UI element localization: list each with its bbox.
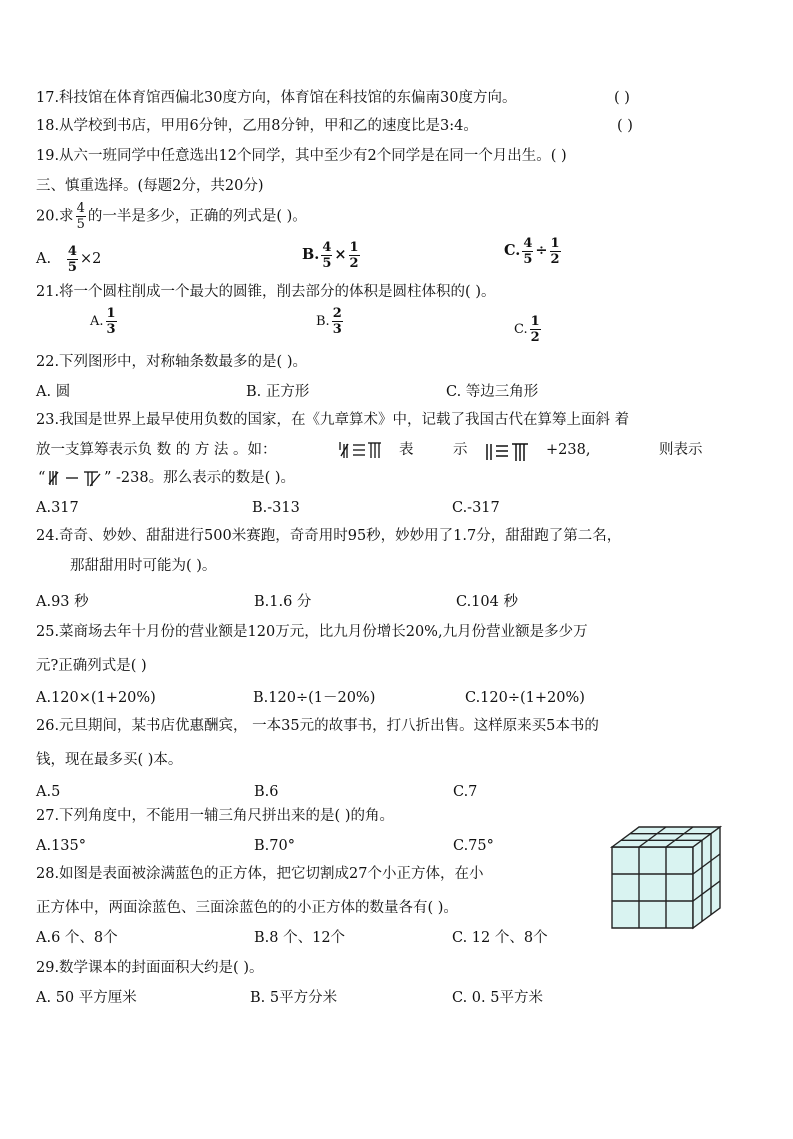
- question-23-line2d: +238,: [546, 442, 591, 458]
- q25-option-c[interactable]: C.120÷(1+20%): [465, 690, 585, 706]
- cube-figure-icon: [610, 820, 722, 932]
- fraction: $\frac{4}{5}$: [76, 201, 85, 232]
- question-26-line2: 钱，现在最多买( )本。: [36, 752, 183, 768]
- question-23-line2e: 则表示: [659, 442, 703, 458]
- question-20: [36, 202, 307, 231]
- question-29-text: 29.数学课本的封面面积大约是( )。: [36, 960, 264, 976]
- q28-option-c[interactable]: C. 12 个、8个: [452, 930, 548, 946]
- q22-option-a[interactable]: A. 圆: [36, 384, 71, 400]
- q29-option-c[interactable]: C. 0. 5平方米: [452, 990, 543, 1006]
- q24-option-c[interactable]: C.104 秒: [456, 594, 518, 610]
- question-18-text: 18.从学校到书店，甲用6分钟，乙用8分钟，甲和乙的速度比是3:4。: [36, 118, 478, 134]
- question-26-line1: 26.元旦期间，某书店优惠酬宾， 一本35元的故事书，打八折出售。这样原来买5本书的: [36, 718, 599, 734]
- question-20-pre: 20.求: [36, 208, 74, 225]
- q21-option-b[interactable]: B. $\frac{2}{3}$: [316, 305, 342, 337]
- q21-option-a[interactable]: A. $\frac{1}{3}$: [90, 305, 116, 337]
- q27-option-c[interactable]: C.75°: [453, 838, 494, 854]
- q20-option-a[interactable]: A. $\frac{4}{5}$ ×2: [36, 243, 102, 275]
- q28-option-b[interactable]: B.8 个、12个: [254, 930, 346, 946]
- q23-option-a[interactable]: A.317: [36, 500, 79, 516]
- question-18: [36, 116, 478, 136]
- q29-option-b[interactable]: B. 5平方分米: [250, 990, 338, 1006]
- question-23-line1: 23.我国是世界上最早使用负数的国家，在《九章算术》中，记载了我国古代在算筹上面斜 着: [36, 412, 630, 428]
- q21-option-c[interactable]: C. $\frac{1}{2}$: [514, 313, 540, 345]
- q26-option-c[interactable]: C.7: [453, 784, 478, 800]
- question-23-line2a: 放一支算筹表示负 数 的 方 法 。如：: [36, 442, 277, 458]
- counting-rods-icon: [337, 440, 385, 460]
- question-23-line2b: 表: [399, 442, 414, 458]
- question-23-line2c: 示: [453, 442, 468, 458]
- question-27-text: 27.下列角度中，不能用一辅三角尺拼出来的是( )的角。: [36, 808, 394, 824]
- q24-option-a[interactable]: A.93 秒: [36, 594, 89, 610]
- q27-option-a[interactable]: A.135°: [36, 838, 87, 854]
- section-title: 三、慎重选择。(每题2分，共20分): [36, 178, 264, 194]
- q20-option-b[interactable]: B. $\frac{4}{5}$ × $\frac{1}{2}$: [302, 239, 359, 271]
- q26-option-b[interactable]: B.6: [254, 784, 279, 800]
- question-28-line2: 正方体中，两面涂蓝色、三面涂蓝色的的小正方体的数量各有( )。: [36, 900, 458, 916]
- question-17: [36, 88, 516, 108]
- q29-option-a[interactable]: A. 50 平方厘米: [36, 990, 137, 1006]
- question-24-line1: 24.奇奇、妙妙、甜甜进行500米赛跑，奇奇用时95秒，妙妙用了1.7分，甜甜跑了第二名，: [36, 528, 622, 544]
- q23-option-c[interactable]: C.-317: [452, 500, 500, 516]
- counting-rods-icon: [484, 440, 536, 462]
- q23-option-b[interactable]: B.-313: [252, 500, 300, 516]
- question-17-paren: ( ): [614, 90, 630, 106]
- question-23-line3b: ” -238。那么表示的数是( )。: [104, 470, 296, 486]
- q25-option-a[interactable]: A.120×(1+20%): [36, 690, 156, 706]
- q20-option-c[interactable]: C. $\frac{4}{5}$ ÷ $\frac{1}{2}$: [504, 235, 560, 267]
- question-23-line3a: “: [38, 470, 46, 486]
- q27-option-b[interactable]: B.70°: [254, 838, 295, 854]
- q24-option-b[interactable]: B.1.6 分: [254, 594, 312, 610]
- question-28-line1: 28.如图是表面被涂满蓝色的正方体，把它切割成27个小正方体，在小: [36, 866, 484, 882]
- q25-option-b[interactable]: B.120÷(1－20%): [253, 690, 376, 706]
- question-24-line2: 那甜甜用时可能为( )。: [70, 558, 217, 574]
- question-25-line2: 元?正确列式是( ): [36, 658, 147, 674]
- q28-option-a[interactable]: A.6 个、8个: [36, 930, 118, 946]
- question-19-text: 19.从六一班同学中任意选出12个同学，其中至少有2个同学是在同一个月出生。( ): [36, 148, 567, 164]
- question-18-paren: ( ): [617, 118, 633, 134]
- question-20-post: 的一半是多少，正确的列式是( )。: [87, 208, 307, 225]
- q22-option-b[interactable]: B. 正方形: [246, 384, 310, 400]
- question-25-line1: 25.菜商场去年十月份的营业额是120万元，比九月份增长20%,九月份营业额是多少万: [36, 624, 588, 640]
- question-21-text: 21.将一个圆柱削成一个最大的圆锥，削去部分的体积是圆柱体积的( )。: [36, 284, 496, 300]
- q26-option-a[interactable]: A.5: [36, 784, 61, 800]
- question-17-text: 17.科技馆在体育馆西偏北30度方向，体育馆在科技馆的东偏南30度方向。: [36, 90, 517, 106]
- q22-option-c[interactable]: C. 等边三角形: [446, 384, 539, 400]
- question-22-text: 22.下列图形中，对称轴条数最多的是( )。: [36, 354, 307, 370]
- counting-rods-icon: [48, 468, 104, 488]
